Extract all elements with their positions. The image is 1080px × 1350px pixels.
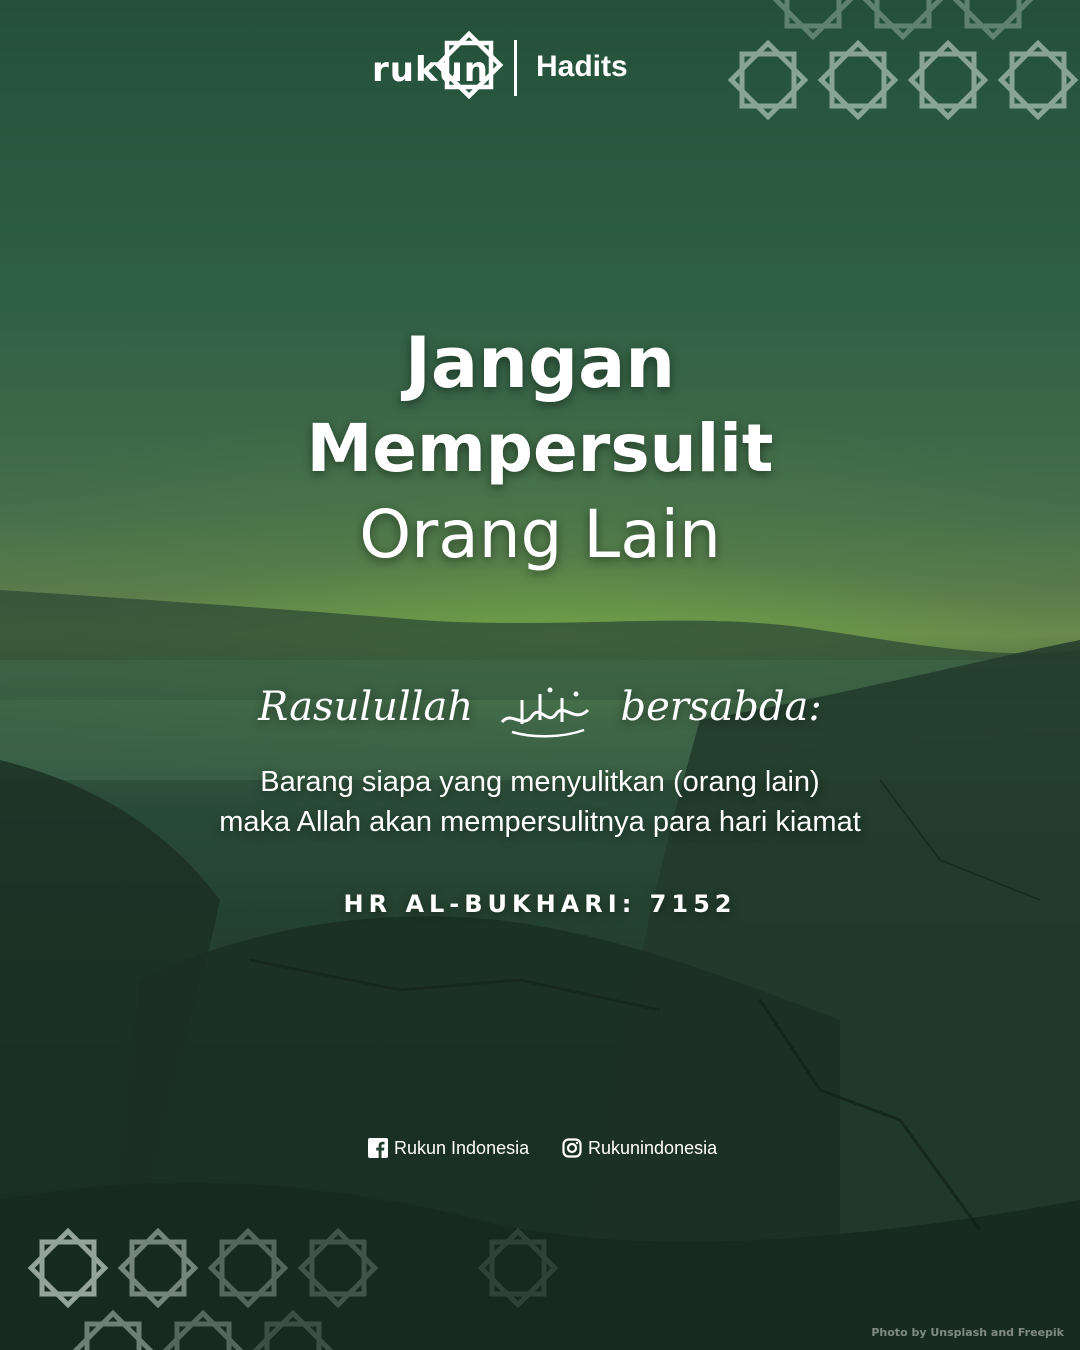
intro-before: Rasulullah [258,684,474,730]
instagram-handle: Rukunindonesia [588,1137,718,1158]
title-line-1: Jangan [404,322,676,404]
title-line-3: Orang Lain [359,496,721,573]
brand-logo [372,28,642,108]
hadith-intro [0,680,1080,740]
facebook-link[interactable] [368,1134,529,1162]
brand-section: Hadits [536,50,628,83]
salawat-calligraphy-icon [492,680,602,740]
instagram-link[interactable] [562,1134,717,1162]
intro-after: bersabda: [620,684,822,730]
rukun-star-icon [434,30,504,100]
facebook-handle: Rukun Indonesia [394,1137,530,1158]
brand-divider [514,40,517,96]
brand-name: rukun [372,50,489,90]
photo-credit: Photo by Unsplash and Freepik [871,1326,1064,1339]
hadith-line-1: Barang siapa yang menyulitkan (orang lain) [260,766,820,798]
hadith-source: HR AL-BUKHARI: 7152 [343,890,737,918]
facebook-icon [368,1138,388,1158]
hadith-line-2: maka Allah akan mempersulitnya para hari kiamat [219,806,861,838]
instagram-icon [562,1138,582,1158]
title-line-2: Mempersulit [306,410,774,487]
